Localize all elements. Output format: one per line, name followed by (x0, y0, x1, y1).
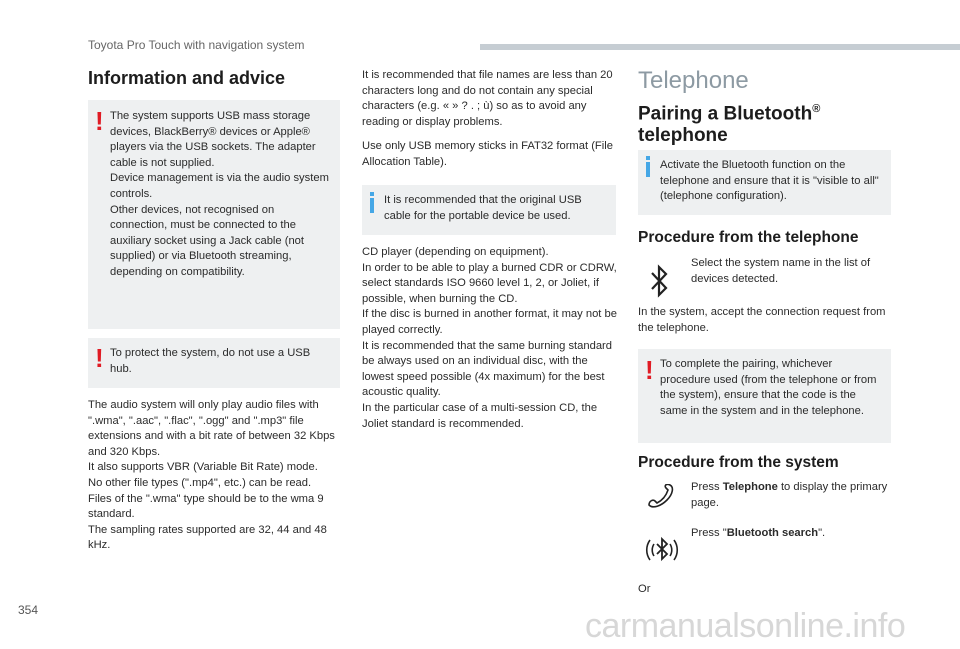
info-text-bluetooth: Activate the Bluetooth function on the telephone and ensure that it is "visible to all" (telephone configuration). (660, 159, 879, 203)
audio-formats-paragraph: The audio system will only play audio files with ".wma", ".aac", ".flac", ".ogg" and ".mp3" file extensions and with a bit rate of between 32 Kbps and 320 Kbps. It also supports VBR (Variable Bit Rate) mode. No other file types (".mp4", etc.) can be read. Files of the ".wma" type should be to the wma 9 standard. The sampling rates supported are 32, 44 and 48 kHz. (88, 399, 335, 552)
warning-box-usb (88, 100, 340, 329)
warning-icon: ! (95, 343, 104, 373)
info-box-usb-cable (362, 185, 616, 235)
warning-box-pairing-code (638, 349, 891, 443)
phone-icon (646, 484, 676, 510)
heading-pairing-bluetooth (638, 98, 888, 147)
watermark: carmanualsonline.info (585, 607, 906, 645)
heading-procedure-telephone: Procedure from the telephone (638, 229, 859, 246)
press-telephone-text (691, 480, 891, 511)
press-bluetooth-search-text (691, 526, 891, 542)
chapter-heading-telephone: Telephone (638, 67, 749, 94)
warning-icon: ! (645, 355, 654, 385)
press-telephone-suffix: to display the primary page. (691, 481, 888, 509)
or-text: Or (638, 583, 651, 595)
press-telephone-prefix: Press (691, 481, 723, 493)
cd-player-paragraph: CD player (depending on equipment). In order to be able to play a burned CDR or CDRW, select standards ISO 9660 level 1, 2, or Joliet, if possible, when burning the CD. If the disc is burned in another format, it may not be played correctly. It is recommended that the same burning standard be always used on an individual disc, with the lowest speed possible (4x maximum) for the best acoustic quality. In the particular case of a multi-session CD, the Joliet standard is recommended. (362, 246, 617, 430)
bluetooth-icon (648, 263, 672, 299)
running-header: Toyota Pro Touch with navigation system (88, 38, 305, 52)
warning-text-usb: The system supports USB mass storage devices, BlackBerry® devices or Apple® players via the USB sockets. The adapter cable is not supplied. Device management is via the audio system controls. Other devices, not recognised on connection, must be connected to the auxiliary socket using a Jack cable (not supplied) or via Bluetooth streaming, depending on compatibility. (110, 110, 329, 278)
heading-pairing-line2: telephone (638, 125, 728, 147)
heading-pairing-line1: Pairing a Bluetooth (638, 103, 813, 125)
registered-mark: ® (812, 103, 821, 115)
header-bar (480, 44, 960, 50)
warning-text-pairing-code: To complete the pairing, whichever procedure used (from the telephone or from the system), ensure that the code is the same in the system and in the telephone. (660, 358, 877, 417)
bluetooth-search-icon (640, 528, 684, 572)
section-heading-information: Information and advice (88, 68, 286, 88)
warning-icon: ! (95, 106, 104, 136)
procedure-phone-step: Select the system name in the list of devices detected. (691, 257, 871, 285)
bluetooth-search-key-label: Bluetooth search (726, 527, 819, 539)
warning-box-hub (88, 338, 340, 388)
info-box-bluetooth (638, 150, 891, 215)
file-names-paragraph: It is recommended that file names are less than 20 characters long and do not contain any special characters (e.g. « » ? . ; ù) so as to avoid any reading or display problems. (362, 69, 613, 128)
press-bt-prefix: Press " (691, 527, 727, 539)
telephone-key-label: Telephone (722, 481, 778, 493)
info-icon (646, 162, 650, 177)
warning-text-hub: To protect the system, do not use a USB hub. (110, 347, 311, 375)
page-number: 354 (18, 603, 39, 617)
press-bt-suffix: ". (818, 527, 826, 539)
accept-connection-text: In the system, accept the connection request from the telephone. (638, 306, 886, 334)
heading-procedure-system: Procedure from the system (638, 454, 839, 471)
info-icon (370, 198, 374, 213)
fat32-paragraph: Use only USB memory sticks in FAT32 format (File Allocation Table). (362, 140, 613, 168)
info-text-usb-cable: It is recommended that the original USB cable for the portable device be used. (384, 194, 582, 222)
